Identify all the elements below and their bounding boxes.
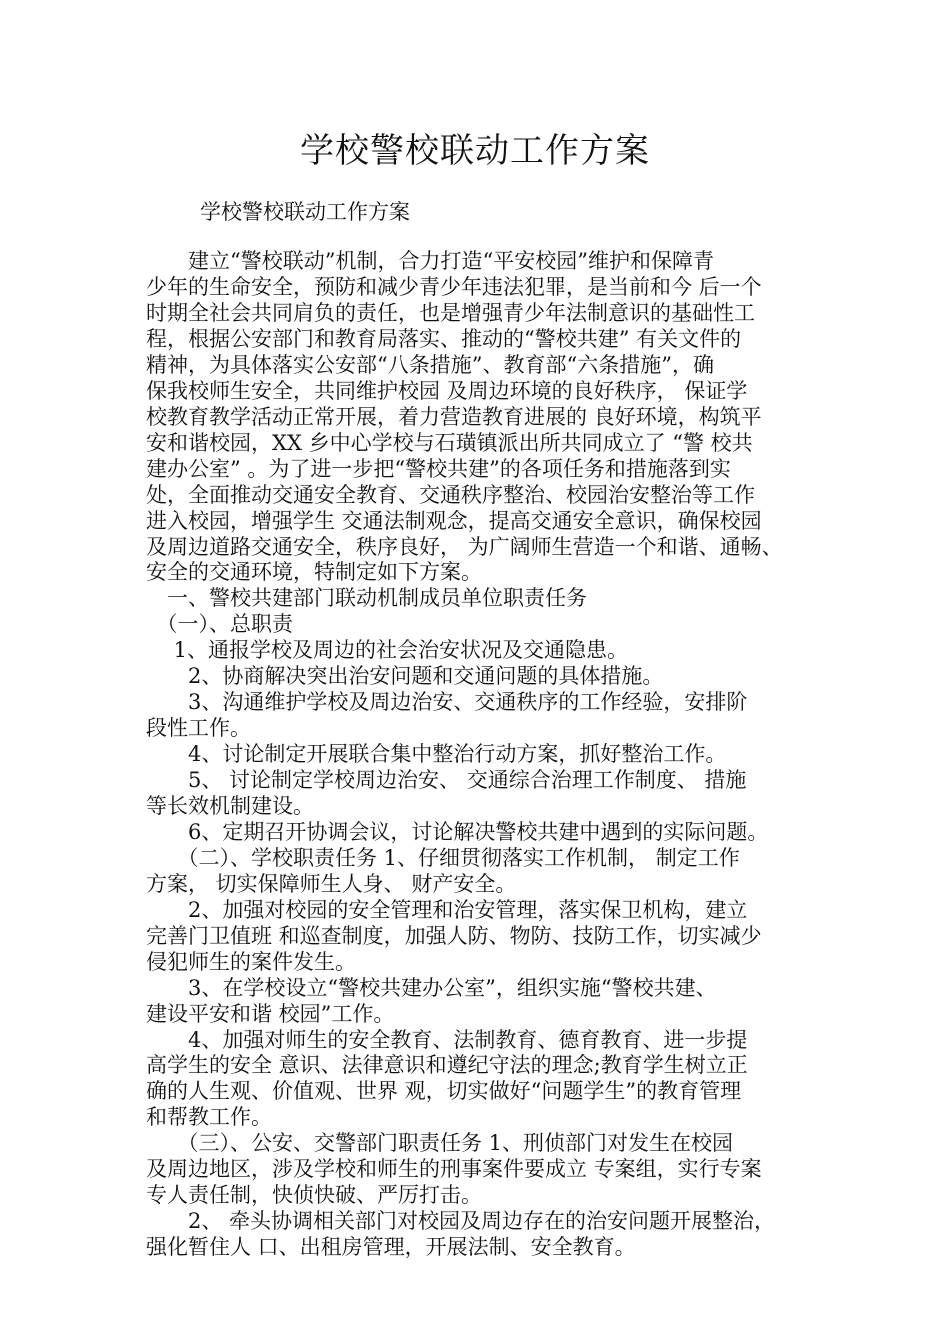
body-line: 及周边道路交通安全，秩序良好， 为广阔师生营造一个和谐、通畅、 [146, 534, 783, 559]
body-line: 强化暂住人 口、出租房管理，开展法制、安全教育。 [146, 1235, 636, 1260]
body-line: 安全的交通环境，特制定如下方案。 [146, 560, 482, 585]
body-line: 3、沟通维护学校及周边治安、交通秩序的工作经验，安排阶 [146, 690, 748, 715]
body-line: 确的人生观、价值观、世界 观，切实做好“问题学生”的教育管理 [146, 1079, 742, 1104]
body-line: 完善门卫值班 和巡查制度，加强人防、物防、技防工作，切实减少 [146, 923, 762, 948]
body-line: （一）、总职责 [146, 612, 293, 637]
body-line: 专人责任制，快侦快破、严厉打击。 [146, 1183, 482, 1208]
body-line: 建设平安和谐 校园”工作。 [146, 1001, 395, 1026]
body-line: 程，根据公安部门和教育局落实、推动的“警校共建” 有关文件的 [146, 326, 742, 351]
body-line: 段性工作。 [146, 716, 251, 741]
body-line: 进入校园，增强学生 交通法制观念，提高交通安全意识，确保校园 [146, 508, 762, 533]
body-line: 5、 讨论制定学校周边治安、 交通综合治理工作制度、 措施 [146, 768, 747, 792]
body-line: 校教育教学活动正常开展，着力营造教育进展的 良好环境，构筑平 [146, 404, 762, 429]
body-line: 侵犯师生的案件发生。 [146, 949, 356, 974]
body-line: 3、在学校设立“警校共建办公室”，组织实施“警校共建、 [146, 975, 717, 1000]
body-line: 2、 牵头协调相关部门对校园及周边存在的治安问题开展整治， [146, 1209, 776, 1234]
body-line: 高学生的安全 意识、法律意识和遵纪守法的理念;教育学生树立正 [146, 1053, 748, 1078]
body-line: 建办公室” 。为了进一步把“警校共建”的各项任务和措施落到实 [146, 456, 731, 481]
body-line: 2、协商解决突出治安问题和交通问题的具体措施。 [146, 664, 664, 689]
body-line: 方案， 切实保障师生人身、 财产安全。 [146, 871, 517, 896]
body-line: 6、定期召开协调会议，讨论解决警校共建中遇到的实际问题。 [146, 819, 769, 844]
document-subtitle: 学校警校联动工作方案 [200, 200, 410, 224]
body-line: 安和谐校园，XX 乡中心学校与石璜镇派出所共同成立了 “警 校共 [146, 430, 753, 455]
body-line: 少年的生命安全，预防和减少青少年违法犯罪，是当前和今 后一个 [146, 274, 762, 299]
document-title: 学校警校联动工作方案 [300, 131, 650, 171]
body-line: 及周边地区，涉及学校和师生的刑事案件要成立 专案组，实行专案 [146, 1157, 762, 1182]
body-line: 1、通报学校及周边的社会治安状况及交通隐患。 [146, 638, 629, 663]
body-line: 一、警校共建部门联动机制成员单位职责任务 [146, 586, 587, 611]
body-line: 2、加强对校园的安全管理和治安管理，落实保卫机构，建立 [146, 897, 748, 922]
body-line: 时期全社会共同肩负的责任，也是增强青少年法制意识的基础性工 [146, 300, 755, 325]
body-line: 保我校师生安全，共同维护校园 及周边环境的良好秩序， 保证学 [146, 378, 748, 403]
body-line: 处，全面推动交通安全教育、交通秩序整治、校园治安整治等工作 [146, 482, 755, 507]
body-line: 等长效机制建设。 [146, 793, 314, 818]
body-line: （二）、学校职责任务 1、仔细贯彻落实工作机制， 制定工作 [146, 845, 740, 870]
body-line: 和帮教工作。 [146, 1105, 272, 1130]
body-line: 精神，为具体落实公安部“八条措施”、教育部“六条措施”，确 [146, 352, 714, 377]
body-line: （三）、公安、交警部门职责任务 1、刑侦部门对发生在校园 [146, 1131, 734, 1156]
body-line: 4、讨论制定开展联合集中整治行动方案，抓好整治工作。 [146, 742, 727, 766]
body-line: 建立“警校联动”机制，合力打造“平安校园”维护和保障青 [146, 249, 714, 273]
body-line: 4、加强对师生的安全教育、法制教育、德育教育、进一步提 [146, 1027, 748, 1052]
